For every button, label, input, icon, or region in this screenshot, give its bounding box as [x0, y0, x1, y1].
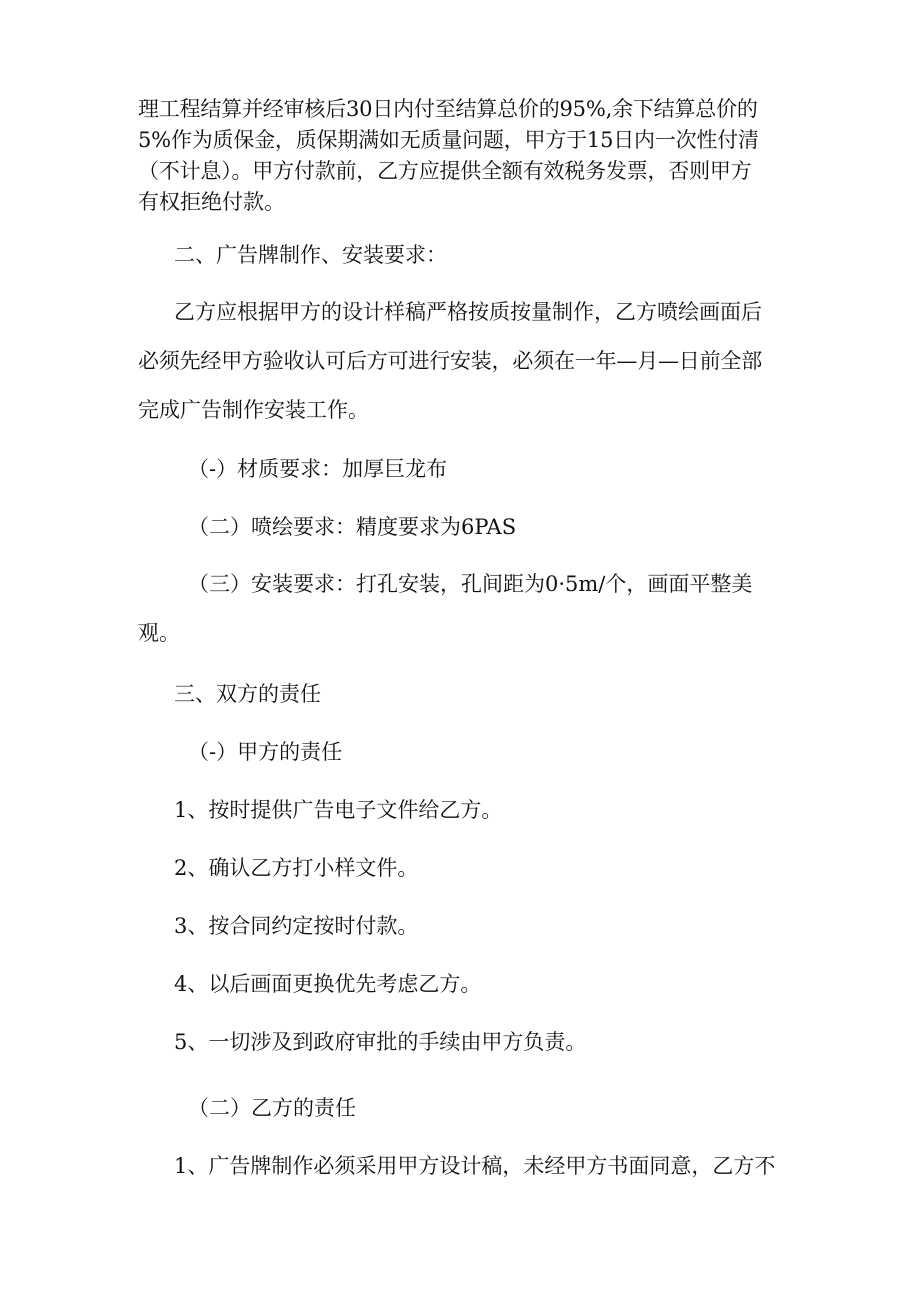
payment-paragraph-line-1: 理工程结算并经审核后30日内付至结算总价的95%,余下结算总价的	[138, 97, 758, 121]
requirement-install-line-2: 观。	[138, 621, 180, 645]
section3-heading: 三、双方的责任	[174, 682, 321, 706]
requirement-print: （二）喷绘要求：精度要求为6PAS	[188, 515, 517, 539]
party-a-item: 1、按时提供广告电子文件给乙方。	[174, 798, 503, 822]
requirement-material: （-）材质要求：加厚巨龙布	[188, 457, 448, 481]
section2-heading: 二、广告牌制作、安装要求：	[174, 243, 447, 267]
section2-paragraph-line-3: 完成广告制作安装工作。	[138, 398, 369, 422]
payment-paragraph-line-2: 5%作为质保金，质保期满如无质量问题，甲方于15日内一次性付清	[138, 128, 759, 152]
party-a-item: 5、一切涉及到政府审批的手续由甲方负责。	[174, 1030, 587, 1054]
party-a-heading: （-）甲方的责任	[188, 740, 343, 764]
party-a-item: 3、按合同约定按时付款。	[174, 914, 419, 938]
party-a-item: 2、确认乙方打小样文件。	[174, 856, 419, 880]
section2-paragraph-line-2: 必须先经甲方验收认可后方可进行安装，必须在一年—月—日前全部	[138, 349, 762, 373]
payment-paragraph-line-4: 有权拒绝付款。	[138, 190, 285, 214]
requirement-install-line-1: （三）安装要求：打孔安装，孔间距为0·5m∕个，画面平整美	[188, 572, 753, 596]
section2-paragraph-line-1: 乙方应根据甲方的设计样稿严格按质按量制作，乙方喷绘画面后	[174, 300, 762, 324]
party-b-heading: （二）乙方的责任	[188, 1096, 356, 1120]
party-b-item: 1、广告牌制作必须采用甲方设计稿，未经甲方书面同意，乙方不	[174, 1154, 776, 1178]
payment-paragraph-line-3: （不计息）。甲方付款前，乙方应提供全额有效税务发票，否则甲方	[138, 159, 752, 183]
party-a-item: 4、以后画面更换优先考虑乙方。	[174, 972, 482, 996]
